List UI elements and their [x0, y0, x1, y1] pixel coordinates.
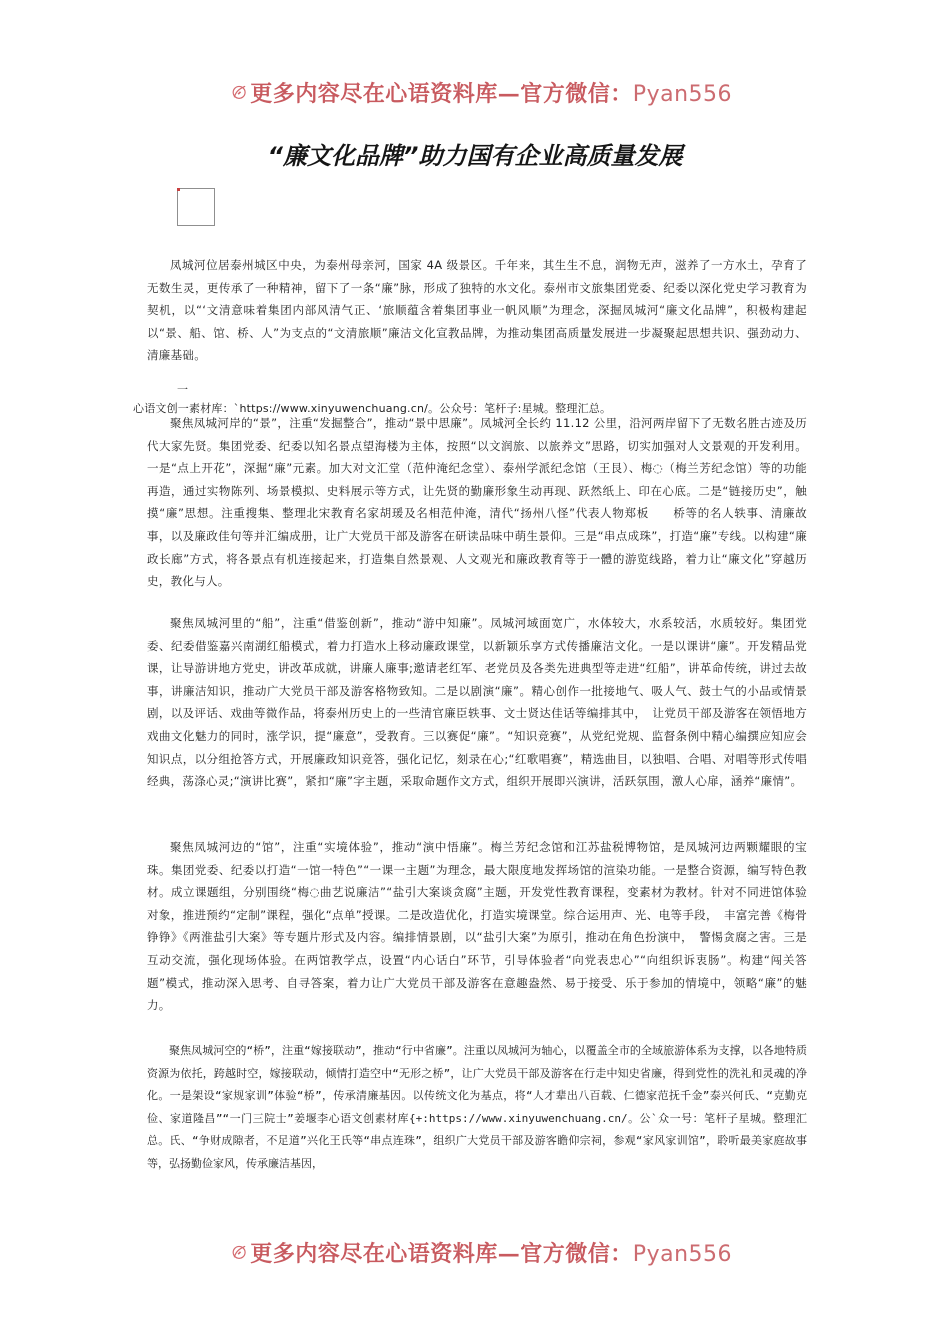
intro-section: [147, 254, 807, 385]
paragraph-qiao: 聚焦凤城河空的“桥”，注重“嫁接联动”，推动“行中省廉”。注重以凤城河为轴心，以覆盖全市的全域旅游体系为支撑，以各地特质资源为依托，跨越时空，嫁接联动，倾情打造空中“无形之桥”，让广大党员干部及游客在行走中知史省廉，得到党性的洗礼和灵魂的净化。一是架设“家规家训”体验“桥”，传承清廉基因。以传统文化为基点，将“人才辈出八百载、仁德家范抚千金”泰兴何氏、“克勤克俭、家道隆昌”“一门三院士”姜堰李心语文创素材库{+:https://www.xinyuwenchuang.cn/。公`众一号：笔杆子星城。整理汇总。氏、“争财成隙者，不足道”兴化王氏等“串点连珠”，组织广大党员干部及游客瞻仰宗祠，参观“家风家训馆”，聆听最美家庭故事等，弘扬勤俭家风，传承廉洁基因，: [147, 1044, 807, 1170]
section-chuan: [147, 612, 807, 811]
watermark-wechat-id: Pyan556: [632, 1241, 732, 1267]
paragraph-guan: 聚焦凤城河边的“馆”，注重“实境体验”，推动“演中悟廉”。梅兰芳纪念馆和江苏盐税博物馆，是凤城河边两颗耀眼的宝珠。集团党委、纪委以打造“一馆一特色”“一课一主题”为理念，最大限度地发挥场馆的渲染功能。一是整合资源，编写特色教材。成立课题组，分别围绕“梅◌曲艺说廉洁”“盐引大案谈贪腐”主题，开发党性教育课程，变素材为教材。针对不同进馆体验对象，推进预约“定制”课程，强化“点单”授课。二是改造优化，打造实境课堂。综合运用声、光、电等手段， 丰富完善《梅骨铮铮》《两淮盐引大案》等专题片形式及内容。编排情景剧，以“盐引大案”为原引，推动在角色扮演中， 警惕贪腐之害。三是互动交流，强化现场体验。在两馆教学点，设置“内心话白”环节，引导体验者“向党表忠心”“向组织诉衷肠”。构建“闯关答题”模式，推动深入思考、自寻答案，着力让广大党员干部及游客在意趣盎然、易于接受、乐于参加的情境中，领略“廉”的魅力。: [147, 840, 807, 1013]
article-title: “廉文化品牌”助力国有企业高质量发展: [267, 142, 683, 170]
section-jing: [147, 412, 807, 611]
section-guan: [147, 836, 807, 1035]
intro-paragraph: 凤城河位居泰州城区中央，为泰州母亲河，国家 4A 级景区。千年来，其生生不息，润物无声，滋养了一方水土，孕育了无数生灵，更传承了一种精神，留下了一条“廉”脉，形成了独特的水文化。泰州市文旅集团党委、纪委以深化党史学习教育为契机，以“‘文清意味着集团内部风清气正、‘旅顺蕴含着集团事业一帆风顺”为理念，深掘凤城河“廉文化品牌”，积极构建起以“景、船、馆、桥、人”为支点的“文清旅顺”廉洁文化宣教品牌，为推动集团高质量发展进一步凝聚起思想共识、强劲动力、清廉基础。: [147, 258, 807, 363]
section-qiao: [147, 1040, 807, 1194]
footer-watermark-banner: [232, 1232, 732, 1272]
watermark-text: [250, 77, 732, 108]
image-corner-marker: [177, 188, 180, 191]
watermark-slogan: 更多内容尽在心语资料库—官方微信：: [250, 1240, 633, 1267]
watermark-logo-icon: [232, 74, 246, 110]
paragraph-jing: 聚焦凤城河岸的“景”，注重“发掘整合”，推动“景中思廉”。凤城河全长约 11.12 公里，沿河两岸留下了无数名胜古迹及历代大家先贤。集团党委、纪委以知名景点望海楼为主体，按照“以文润旅、以旅养文”思路，切实加强对人文景观的开发利用。一是“点上开花”，深掘“廉”元素。加大对文汇堂（范仲淹纪念堂）、泰州学派纪念馆（王艮）、梅◌（梅兰芳纪念馆）等的功能再造，通过实物陈列、场景模拟、史料展示等方式，让先贤的勤廉形象生动再现、跃然纸上、印在心底。二是“链接历史”，触摸“廉”思想。注重搜集、整理北宋教育名家胡瑗及名相范仲淹，清代“扬州八怪”代表人物郑板 桥等的名人轶事、清廉故事，以及廉政佳句等并汇编成册，让广大党员干部及游客在研读品味中萌生景仰。三是“串点成珠”，打造“廉”专线。以构建“廉政长廊”方式，将各景点有机连接起来，打造集自然景观、人文观光和廉政教育等于一體的游览线路，着力让“廉文化”穿越历史，教化与人。: [147, 416, 807, 589]
image-placeholder: [177, 188, 215, 226]
paragraph-chuan: 聚焦凤城河里的“船”，注重“借鉴创新”，推动“游中知廉”。凤城河域面宽广，水体较大，水系较活，水质较好。集团党委、纪委借鉴嘉兴南湖红船模式，着力打造水上移动廉政课堂，以新颖乐享方式传播廉洁文化。一是以课讲“廉”。开发精品党课，让导游讲地方党史，讲改革成就，讲廉人廉事;邀请老红军、老党员及各类先进典型等走进“红船”，讲革命传统，讲过去故事，讲廉洁知识，推动广大党员干部及游客格物致知。二是以剧演“廉”。精心创作一批接地气、吸人气、鼓士气的小品或情景剧，以及评话、戏曲等微作品，将泰州历史上的一些清官廉臣轶事、文士贤达佳话等编排其中， 让党员干部及游客在领悟地方戏曲文化魅力的同时，涨学识，提“廉意”，受教育。三以赛促“廉”。“知识竞赛”，从党纪党规、监督条例中精心编撰应知应会知识点，以分组抢答方式，开展廉政知识竞答，强化记忆，刻录在心;“红歌唱赛”，精选曲目，以独唱、合唱、对唱等形式传唱经典，荡涤心灵;“演讲比赛”，紧扣“廉”字主题，采取命题作文方式，组织开展即兴演讲，活跃氛围，激人心扉，涵养“廉情”。: [147, 616, 807, 789]
watermark-wechat-id: Pyan556: [632, 81, 732, 107]
header-watermark-banner: [232, 72, 732, 112]
watermark-slogan: 更多内容尽在心语资料库—官方微信：: [250, 80, 633, 107]
watermark-logo-icon: [232, 1234, 246, 1270]
section-dash: 一: [177, 383, 188, 396]
watermark-text: [250, 1237, 732, 1268]
source-note: 心语文创一素材库：`https://www.xinyuwenchuang.cn/。公众号：笔杆子:星城。整理汇总。: [133, 402, 612, 415]
